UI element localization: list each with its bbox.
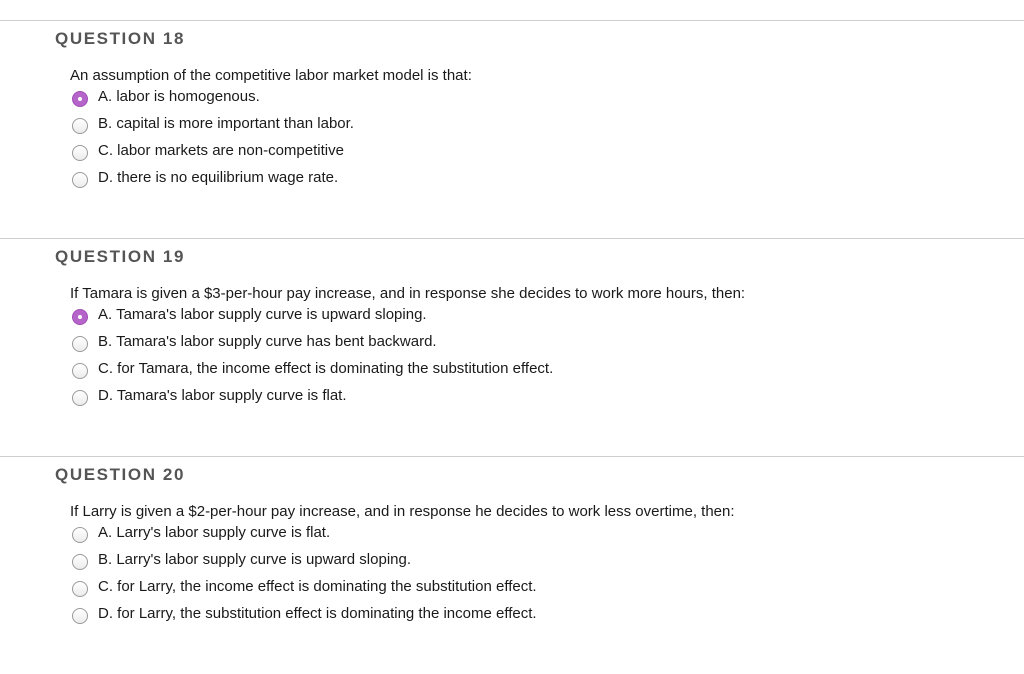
question-heading: QUESTION 19: [55, 247, 186, 266]
option-d[interactable]: [72, 605, 537, 632]
option-label[interactable]: D. Tamara's labor supply curve is flat.: [98, 387, 347, 404]
option-label[interactable]: C. labor markets are non-competitive: [98, 142, 344, 159]
radio-button[interactable]: [72, 309, 88, 325]
radio-button[interactable]: [72, 172, 88, 188]
answer-options: [72, 306, 553, 414]
radio-button[interactable]: [72, 145, 88, 161]
radio-button[interactable]: [72, 363, 88, 379]
question-heading: QUESTION 18: [55, 29, 186, 48]
radio-button[interactable]: [72, 336, 88, 352]
divider: [0, 238, 1024, 239]
option-b[interactable]: [72, 115, 354, 142]
question-heading: QUESTION 20: [55, 465, 186, 484]
option-a[interactable]: [72, 306, 553, 333]
option-label[interactable]: D. there is no equilibrium wage rate.: [98, 169, 339, 186]
option-label[interactable]: A. labor is homogenous.: [98, 88, 260, 105]
question-prompt: If Larry is given a $2-per-hour pay increase, and in response he decides to work less overtime, then:: [70, 503, 735, 520]
divider: [0, 456, 1024, 457]
option-d[interactable]: [72, 387, 553, 414]
option-c[interactable]: [72, 142, 354, 169]
option-label[interactable]: B. capital is more important than labor.: [98, 115, 354, 132]
option-a[interactable]: [72, 88, 354, 115]
answer-options: [72, 88, 354, 196]
option-c[interactable]: [72, 360, 553, 387]
divider: [0, 20, 1024, 21]
option-b[interactable]: [72, 551, 537, 578]
radio-button[interactable]: [72, 527, 88, 543]
question-19: [0, 238, 1024, 456]
option-b[interactable]: [72, 333, 553, 360]
option-d[interactable]: [72, 169, 354, 196]
answer-options: [72, 524, 537, 632]
radio-button[interactable]: [72, 581, 88, 597]
option-label[interactable]: B. Larry's labor supply curve is upward sloping.: [98, 551, 412, 568]
radio-button[interactable]: [72, 390, 88, 406]
option-a[interactable]: [72, 524, 537, 551]
question-prompt: An assumption of the competitive labor market model is that:: [70, 67, 472, 84]
option-label[interactable]: A. Larry's labor supply curve is flat.: [98, 524, 331, 541]
radio-button[interactable]: [72, 118, 88, 134]
radio-button[interactable]: [72, 91, 88, 107]
option-label[interactable]: D. for Larry, the substitution effect is dominating the income effect.: [98, 605, 537, 622]
option-label[interactable]: A. Tamara's labor supply curve is upward sloping.: [98, 306, 427, 323]
radio-button[interactable]: [72, 608, 88, 624]
option-label[interactable]: B. Tamara's labor supply curve has bent backward.: [98, 333, 437, 350]
option-c[interactable]: [72, 578, 537, 605]
option-label[interactable]: C. for Tamara, the income effect is dominating the substitution effect.: [98, 360, 554, 377]
question-18: [0, 20, 1024, 238]
question-20: [0, 456, 1024, 674]
radio-button[interactable]: [72, 554, 88, 570]
option-label[interactable]: C. for Larry, the income effect is dominating the substitution effect.: [98, 578, 537, 595]
question-prompt: If Tamara is given a $3-per-hour pay increase, and in response she decides to work more hours, then:: [70, 285, 746, 302]
